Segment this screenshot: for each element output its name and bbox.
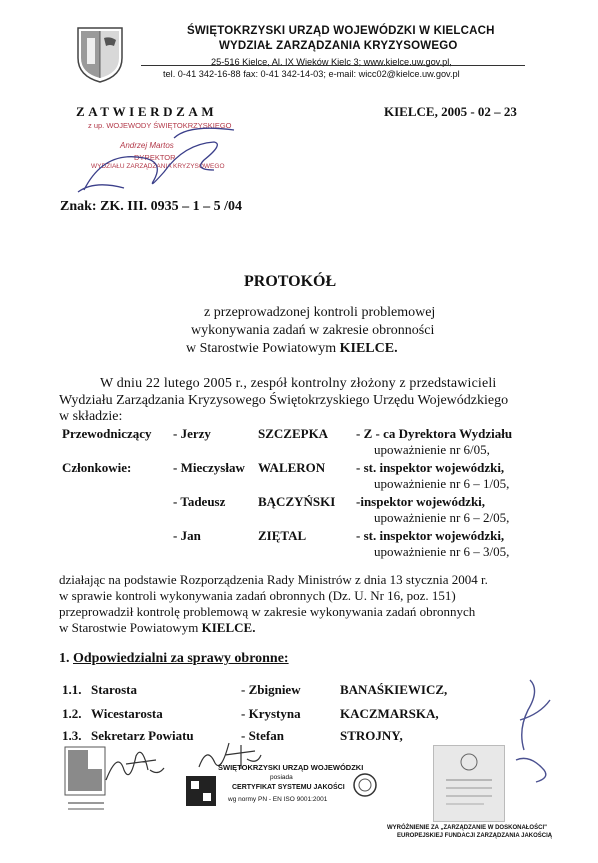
cert-line-3: CERTYFIKAT SYSTEMU JAKOŚCI	[232, 784, 345, 791]
team-last-1: WALERON	[258, 460, 326, 475]
person-num-3: 1.3.	[62, 728, 82, 743]
basis-line-1: działając na podstawie Rozporządzenia Rady Ministrów z dnia 13 stycznia 2004 r.	[59, 572, 488, 587]
header-address: 25-516 Kielce, Al. IX Wieków Kielc 3; www.kielce.uw.gov.pl,	[211, 57, 452, 67]
stamp-line-2: Andrzej Martos	[120, 141, 174, 150]
team-authorization-2: upoważnienie nr 6 – 2/05,	[374, 510, 510, 525]
person-role-1: Starosta	[91, 682, 137, 697]
person-last-3: STROJNY,	[340, 728, 403, 743]
document-title: PROTOKÓŁ	[244, 273, 337, 290]
coat-of-arms-logo	[75, 24, 125, 84]
team-authorization-1: upoważnienie nr 6 – 1/05,	[374, 476, 510, 491]
team-position-0: - Z - ca Dyrektora Wydziału	[356, 426, 513, 441]
header-contact: tel. 0-41 342-16-88 fax: 0-41 342-14-03; e-mail: wicc02@kielce.uw.gov.pl	[163, 69, 460, 79]
bottom-left-signature	[100, 740, 170, 790]
team-authorization-3: upoważnienie nr 6 – 3/05,	[374, 544, 510, 559]
section-1-title: Odpowiedzialni za sprawy obronne:	[73, 651, 289, 666]
director-signature	[64, 110, 244, 200]
header-office-name: ŚWIĘTOKRZYSKI URZĄD WOJEWÓDZKI W KIELCACH	[187, 25, 495, 37]
person-first-2: - Krystyna	[241, 706, 301, 721]
team-last-3: ZIĘTAL	[258, 528, 307, 543]
header-department-name: WYDZIAŁ ZARZĄDZANIA KRYZYSOWEGO	[219, 40, 458, 52]
quality-logo-icon	[184, 774, 218, 808]
team-authorization-0: upoważnienie nr 6/05,	[374, 442, 490, 457]
intro-line-1: W dniu 22 lutego 2005 r., zespół kontrolny złożony z przedstawicieli	[100, 376, 497, 391]
section-1-number: 1.	[59, 651, 70, 666]
stamp-line-4: WYDZIAŁU ZARZĄDZANIA KRYZYSOWEGO	[91, 163, 225, 170]
subtitle-line-2: wykonywania zadań w zakresie obronności	[191, 323, 435, 338]
cert-line-2: posiada	[270, 774, 293, 781]
subtitle-line-3-city: KIELCE.	[339, 341, 398, 356]
team-position-1: - st. inspektor wojewódzki,	[356, 460, 505, 475]
team-first-0: - Jerzy	[173, 426, 211, 441]
intro-line-3: w składzie:	[59, 409, 123, 424]
award-line-2: EUROPEJSKIEJ FUNDACJI ZARZĄDZANIA JAKOŚCIĄ	[397, 833, 553, 839]
team-position-3: - st. inspektor wojewódzki,	[356, 528, 505, 543]
stamp-line-1: z up. WOJEWODY ŚWIĘTOKRZYSKIEGO	[88, 121, 232, 130]
award-line-1: WYRÓŻNIENIE ZA „ZARZĄDZANIE W DOSKONAŁOŚCI"	[387, 825, 547, 831]
header-divider	[141, 65, 525, 66]
person-num-2: 1.2.	[62, 706, 82, 721]
person-first-3: - Stefan	[241, 728, 284, 743]
approval-heading: ZATWIERDZAM	[76, 104, 218, 119]
team-first-2: - Tadeusz	[173, 494, 226, 509]
basis-line-2: w sprawie kontroli wykonywania zadań obronnych (Dz. U. Nr 16, poz. 151)	[59, 588, 456, 603]
place-date: KIELCE, 2005 - 02 – 23	[384, 104, 517, 119]
stamp-line-3: DYREKTOR	[134, 153, 176, 162]
margin-initials-signature	[500, 670, 570, 790]
team-role-members: Członkowie:	[62, 460, 132, 475]
basis-line-4-city: KIELCE.	[201, 620, 256, 635]
certification-seal-icon	[352, 772, 378, 798]
cert-line-4: wg normy PN - EN ISO 9001:2001	[228, 796, 328, 803]
footer-award-image	[433, 745, 505, 822]
person-role-2: Wicestarosta	[91, 706, 163, 721]
team-position-2: -inspektor wojewódzki,	[356, 494, 486, 509]
person-first-1: - Zbigniew	[241, 682, 301, 697]
footer-left-logo	[60, 745, 110, 815]
team-last-2: BĄCZYŃSKI	[258, 494, 336, 509]
team-last-0: SZCZEPKA	[258, 426, 329, 441]
person-last-2: KACZMARSKA,	[340, 706, 439, 721]
reference-number: Znak: ZK. III. 0935 – 1 – 5 /04	[60, 199, 243, 214]
basis-line-4-prefix: w Starostwie Powiatowym	[59, 620, 199, 635]
team-first-3: - Jan	[173, 528, 201, 543]
subtitle-line-3	[186, 341, 398, 357]
person-num-1: 1.1.	[62, 682, 82, 697]
basis-line-3: przeprowadził kontrolę problemową w zakresie wykonywania zadań obronnych	[59, 604, 476, 619]
section-1-heading	[59, 651, 289, 667]
subtitle-line-1: z przeprowadzonej kontroli problemowej	[204, 305, 436, 320]
basis-line-4	[59, 620, 255, 636]
footer-certificate-box	[180, 760, 380, 822]
team-first-1: - Mieczysław	[173, 460, 245, 475]
person-last-1: BANAŚKIEWICZ,	[340, 682, 448, 697]
intro-line-2: Wydziału Zarządzania Kryzysowego Świętokrzyskiego Urzędu Wojewódzkiego	[59, 393, 509, 408]
person-role-3: Sekretarz Powiatu	[91, 728, 194, 743]
subtitle-line-3-prefix: w Starostwie Powiatowym	[186, 341, 337, 356]
cert-line-1: ŚWIĘTOKRZYSKI URZĄD WOJEWÓDZKI	[218, 763, 364, 772]
team-role-chair: Przewodniczący	[62, 426, 152, 441]
